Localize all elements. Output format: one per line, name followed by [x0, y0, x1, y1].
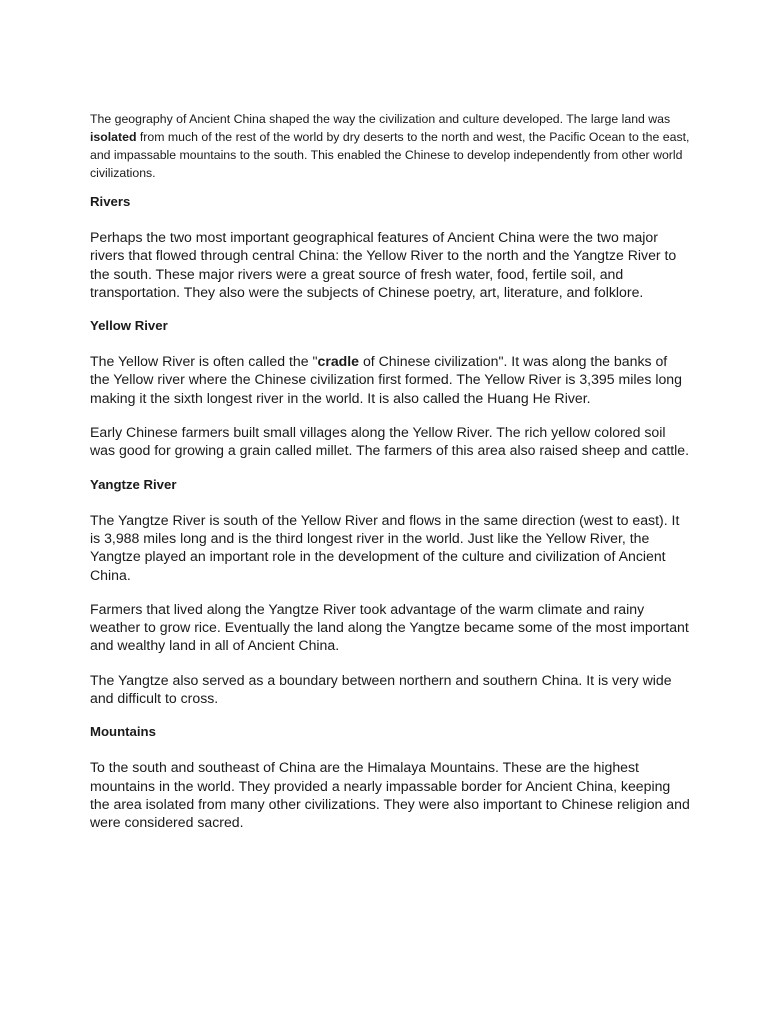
yellow-river-heading: Yellow River	[90, 318, 168, 334]
yangtze-river-paragraph-1: The Yangtze River is south of the Yellow River and flows in the same direction (west to east). It is 3,988 miles long and is the third longest river in the world. Just like the Yellow River, the Yangtze played an important role in the development of the culture and civilization of Ancient China.	[90, 511, 680, 583]
yellow-river-paragraph-2: Early Chinese farmers built small villages along the Yellow River. The rich yellow colored soil was good for growing a grain called millet. The farmers of this area also raised sheep and cattle.	[90, 424, 690, 459]
yangtze-river-heading: Yangtze River	[90, 476, 177, 492]
mountains-heading: Mountains	[90, 724, 156, 740]
yellow-river-text-start: The Yellow River is often called the "	[90, 353, 318, 370]
intro-bold-term: isolated	[90, 130, 137, 144]
intro-paragraph	[90, 110, 690, 182]
mountains-paragraph: To the south and southeast of China are the Himalaya Mountains. These are the highest mountains in the world. They provided a nearly impassable border for Ancient China, keeping the area isolated from many other civilizations. They were also important to Chinese religion and were considered sacred.	[90, 759, 690, 831]
intro-text-start: The geography of Ancient China shaped the way the civilization and culture developed. The large land was	[90, 112, 671, 126]
yellow-river-bold-term: cradle	[317, 353, 360, 370]
rivers-paragraph: Perhaps the two most important geographical features of Ancient China were the two major rivers that flowed through central China: the Yellow River to the north and the Yangtze River to the south. These major rivers were a great source of fresh water, food, fertile soil, and transportation. They also were the subjects of Chinese poetry, art, literature, and folklore.	[90, 229, 677, 300]
yangtze-river-paragraph-3: The Yangtze also served as a boundary between northern and southern China. It is very wide and difficult to cross.	[90, 671, 672, 707]
intro-text-end: from much of the rest of the world by dry deserts to the north and west, the Pacific Ocean to the east, and impassable mountains to the south. This enabled the Chinese to develop independently from other world civilizations.	[90, 130, 690, 180]
yellow-river-text-end: of Chinese civilization". It was along the banks of the Yellow river where the Chinese civilization first formed. The Yellow River is 3,395 miles long making it the sixth longest river in the world. It is also called the Huang He River.	[90, 353, 682, 406]
document-body	[90, 110, 690, 848]
rivers-heading: Rivers	[90, 194, 131, 209]
yellow-river-paragraph-1	[90, 352, 690, 407]
yangtze-river-paragraph-2: Farmers that lived along the Yangtze River took advantage of the warm climate and rainy weather to grow rice. Eventually the land along the Yangtze became some of the most important and wealthy land in all of Ancient China.	[90, 600, 689, 654]
